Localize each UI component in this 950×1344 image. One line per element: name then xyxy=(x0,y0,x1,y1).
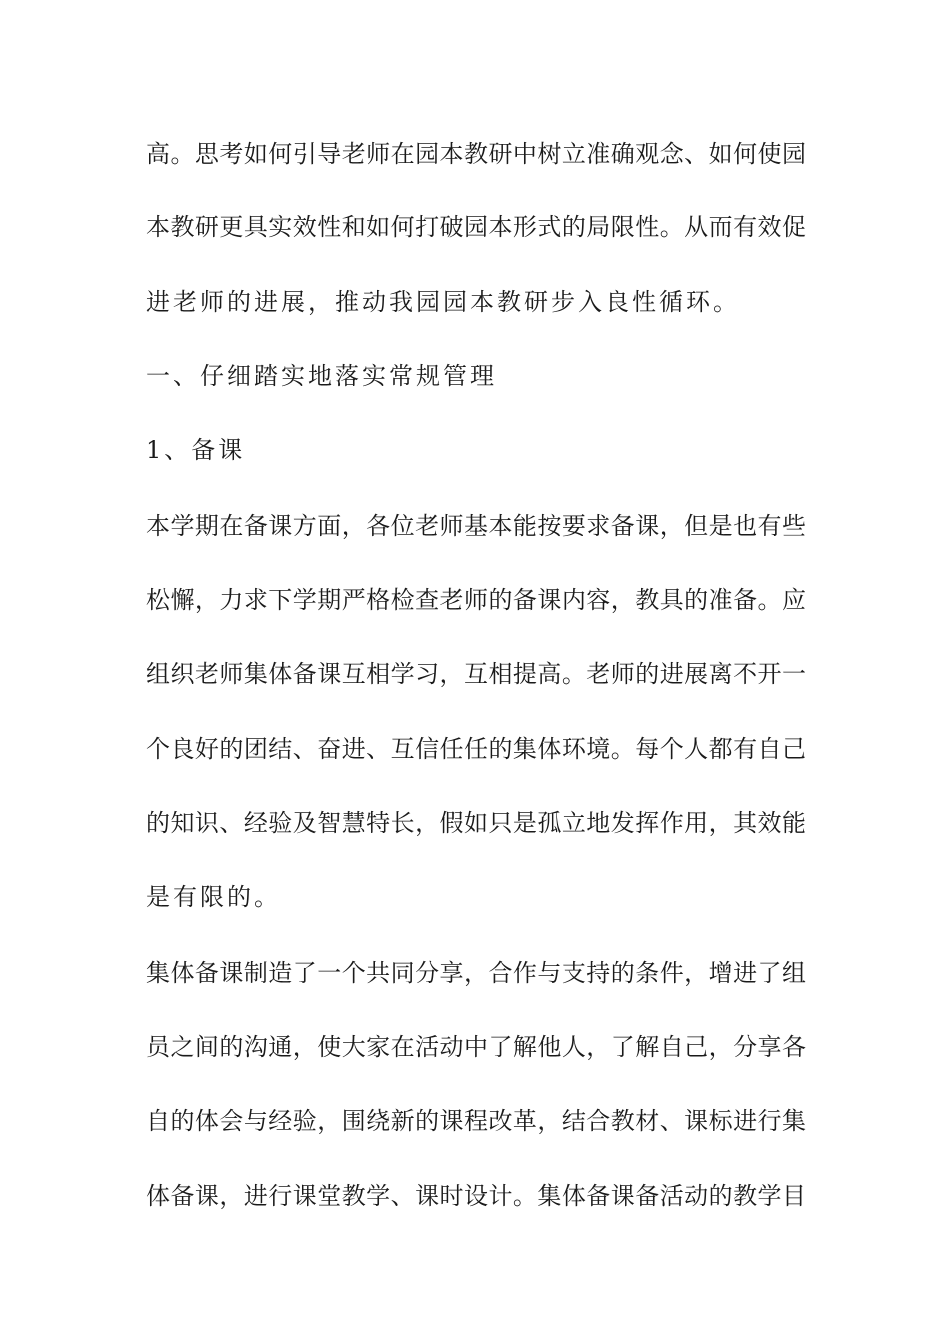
text-line: 自的体会与经验，围绕新的课程改革，结合教材、课标进行集 xyxy=(146,1107,806,1135)
subsection-heading: 1、备课 xyxy=(146,436,246,464)
text-line: 本教研更具实效性和如何打破园本形式的局限性。从而有效促 xyxy=(146,213,806,241)
text-line: 个良好的团结、奋进、互信任任的集体环境。每个人都有自己 xyxy=(146,735,806,763)
text-line: 组织老师集体备课互相学习，互相提高。老师的进展离不开一 xyxy=(146,660,806,688)
section-heading: 一、仔细踏实地落实常规管理 xyxy=(146,362,497,390)
text-line: 松懈，力求下学期严格检查老师的备课内容，教具的准备。应 xyxy=(146,586,806,614)
text-line: 员之间的沟通，使大家在活动中了解他人，了解自己，分享各 xyxy=(146,1033,806,1061)
text-line: 高。思考如何引导老师在园本教研中树立准确观念、如何使园 xyxy=(146,140,806,168)
text-line: 是有限的。 xyxy=(146,883,281,911)
text-line: 本学期在备课方面，各位老师基本能按要求备课，但是也有些 xyxy=(146,512,806,540)
text-line: 集体备课制造了一个共同分享，合作与支持的条件，增进了组 xyxy=(146,959,806,987)
text-line: 的知识、经验及智慧特长，假如只是孤立地发挥作用，其效能 xyxy=(146,809,806,837)
text-line: 进老师的进展，推动我园园本教研步入良性循环。 xyxy=(146,288,740,316)
text-line: 体备课，进行课堂教学、课时设计。集体备课备活动的教学目 xyxy=(146,1182,806,1210)
